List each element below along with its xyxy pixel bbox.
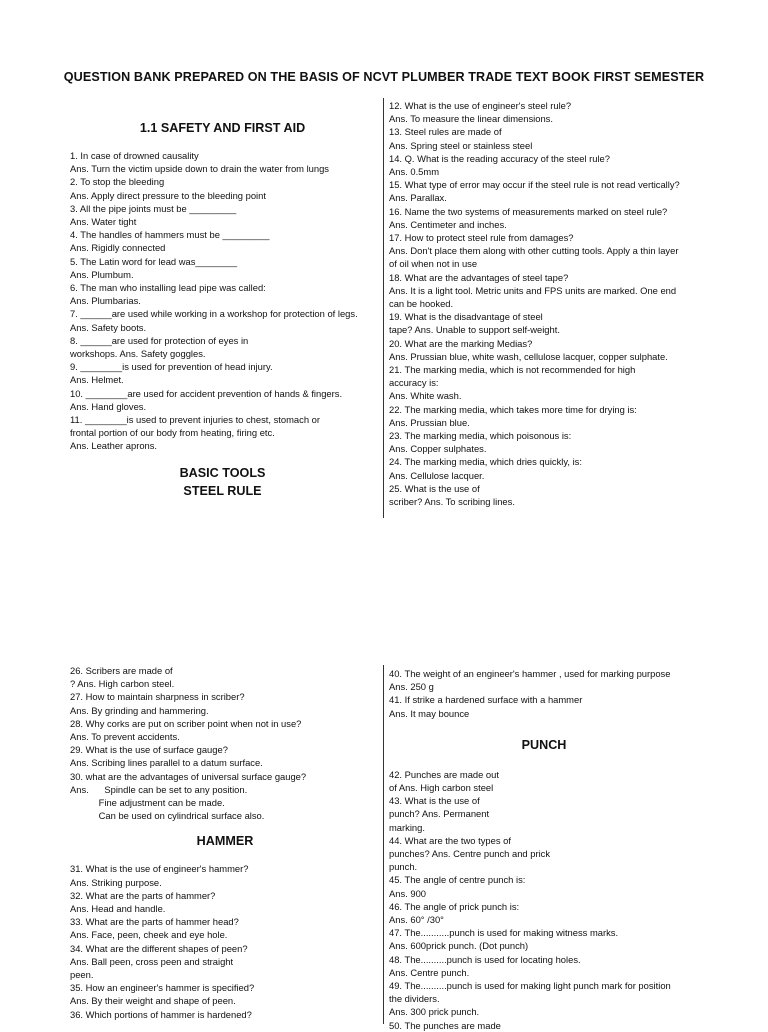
text-line: Ans. 300 prick punch.: [389, 1006, 480, 1018]
text-line: scriber? Ans. To scribing lines.: [389, 496, 515, 508]
text-line: Ans. It is a light tool. Metric units and FPS units are marked. One end: [389, 284, 677, 296]
safety-question-list: [70, 149, 375, 453]
text-line: 24. The marking media, which dries quickly, is:: [389, 456, 582, 468]
text-line: accuracy is:: [389, 377, 439, 389]
text-line: 19. What is the disadvantage of steel: [389, 311, 543, 323]
text-line: 32. What are the parts of hammer?: [70, 889, 216, 901]
text-line: Ans. Apply direct pressure to the bleeding point: [70, 189, 266, 201]
hammer-question-list: [70, 862, 375, 1020]
text-line: Ans. Leather aprons.: [70, 440, 158, 452]
section-heading-hammer: HAMMER: [196, 834, 254, 849]
text-line: 23. The marking media, which poisonous is:: [389, 430, 572, 442]
text-line: 30. what are the advantages of universal surface gauge?: [70, 770, 307, 782]
text-line: the dividers.: [389, 993, 440, 1005]
text-line: punch? Ans. Permanent: [389, 808, 490, 820]
text-line: Ans. 900: [389, 887, 427, 899]
hammer-weight-question-list: [389, 667, 764, 720]
text-line: peen.: [70, 969, 94, 981]
text-line: 8. ______are used for protection of eyes in: [70, 334, 249, 346]
text-line: Ans. Face, peen, cheek and eye hole.: [70, 929, 228, 941]
page-title: QUESTION BANK PREPARED ON THE BASIS OF NCVT PLUMBER TRADE TEXT BOOK FIRST SEMESTER: [63, 70, 705, 84]
text-line: Ans. White wash.: [389, 390, 462, 402]
text-line: 7. ______are used while working in a workshop for protection of legs.: [70, 308, 358, 320]
text-line: Ans. Striking purpose.: [70, 876, 162, 888]
text-line: 33. What are the parts of hammer head?: [70, 916, 239, 928]
text-line: Ans. Helmet.: [70, 374, 124, 386]
text-line: Ans. Prussian blue.: [389, 416, 470, 428]
text-line: 45. The angle of centre punch is:: [389, 874, 526, 886]
text-line: 29. What is the use of surface gauge?: [70, 744, 228, 756]
text-line: punch.: [389, 861, 418, 873]
text-line: 17. How to protect steel rule from damages?: [389, 232, 574, 244]
text-line: Ans. To prevent accidents.: [70, 731, 180, 743]
text-line: 14. Q. What is the reading accuracy of the steel rule?: [389, 152, 610, 164]
text-line: 49. The..........punch is used for making light punch mark for position: [389, 980, 671, 992]
text-line: 28. Why corks are put on scriber point when not in use?: [70, 717, 302, 729]
text-line: 1. In case of drowned causality: [70, 150, 199, 161]
text-line: 18. What are the advantages of steel tape?: [389, 271, 569, 283]
text-line: Fine adjustment can be made.: [70, 797, 225, 809]
text-line: Ans. 60° /30°: [389, 914, 444, 926]
text-line: 43. What is the use of: [389, 795, 480, 807]
text-line: Ans. Hand gloves.: [70, 400, 147, 412]
section-heading-steel-rule: STEEL RULE: [183, 483, 262, 498]
section-heading-safety: 1.1 SAFETY AND FIRST AID: [139, 121, 306, 135]
text-line: Ans. Spindle can be set to any position.: [70, 783, 248, 795]
text-line: Ans. 250 g: [389, 681, 434, 693]
text-line: 3. All the pipe joints must be _________: [70, 202, 237, 214]
text-line: 50. The punches are made: [389, 1019, 501, 1031]
text-line: 9. ________is used for prevention of head injury.: [70, 361, 273, 373]
text-line: workshops. Ans. Safety goggles.: [70, 348, 206, 360]
text-line: 25. What is the use of: [389, 482, 480, 494]
text-line: Ans. Scribing lines parallel to a datum surface.: [70, 757, 263, 769]
text-line: Ans. 0.5mm: [389, 166, 440, 178]
column-divider-bottom: [383, 665, 384, 1024]
text-line: 27. How to maintain sharpness in scriber?: [70, 691, 245, 703]
text-line: Ans. Ball peen, cross peen and straight: [70, 955, 234, 967]
text-line: 22. The marking media, which takes more time for drying is:: [389, 403, 637, 415]
text-line: Ans. Rigidly connected: [70, 242, 166, 254]
text-line: 16. Name the two systems of measurements marked on steel rule?: [389, 205, 668, 217]
text-line: 44. What are the two types of: [389, 834, 511, 846]
text-line: Ans. Turn the victim upside down to drain the water from lungs: [70, 163, 329, 175]
text-line: 20. What are the marking Medias?: [389, 337, 533, 349]
text-line: Ans. Plumbum.: [70, 268, 134, 280]
text-line: 42. Punches are made out: [389, 768, 499, 780]
text-line: 2. To stop the bleeding: [70, 176, 165, 188]
text-line: Ans. Copper sulphates.: [389, 443, 487, 455]
text-line: Ans. Parallax.: [389, 192, 447, 204]
text-line: 15. What type of error may occur if the steel rule is not read vertically?: [389, 179, 680, 191]
text-line: 13. Steel rules are made of: [389, 126, 502, 138]
text-line: 47. The...........punch is used for making witness marks.: [389, 927, 619, 939]
text-line: frontal portion of our body from heating, firing etc.: [70, 427, 275, 439]
top-left-column: [70, 119, 375, 500]
text-line: Ans. Centre punch.: [389, 966, 470, 978]
text-line: Ans. Head and handle.: [70, 903, 166, 915]
text-line: 4. The handles of hammers must be _________: [70, 229, 270, 241]
text-line: 46. The angle of prick punch is:: [389, 900, 520, 912]
text-line: 31. What is the use of engineer's hammer?: [70, 863, 249, 875]
text-line: Ans. By grinding and hammering.: [70, 704, 209, 716]
text-line: tape? Ans. Unable to support self-weight.: [389, 324, 560, 336]
text-line: Ans. Cellulose lacquer.: [389, 469, 485, 481]
text-line: can be hooked.: [389, 298, 454, 310]
text-line: Ans. It may bounce: [389, 707, 470, 719]
text-line: of Ans. High carbon steel: [389, 782, 494, 794]
steel-rule-question-list: [389, 99, 764, 508]
text-line: 5. The Latin word for lead was________: [70, 255, 238, 267]
text-line: 40. The weight of an engineer's hammer , used for marking purpose: [389, 668, 671, 679]
text-line: Ans. Plumbarias.: [70, 295, 141, 307]
text-line: Ans. To measure the linear dimensions.: [389, 113, 553, 125]
text-line: 6. The man who installing lead pipe was called:: [70, 282, 266, 294]
top-right-column: [389, 99, 764, 508]
text-line: Ans. Prussian blue, white wash, cellulose lacquer, copper sulphate.: [389, 350, 668, 362]
text-line: of oil when not in use: [389, 258, 478, 270]
text-line: 41. If strike a hardened surface with a hammer: [389, 694, 583, 706]
text-line: Can be used on cylindrical surface also.: [70, 810, 265, 822]
section-heading-punch: PUNCH: [521, 737, 567, 752]
text-line: 26. Scribers are made of: [70, 665, 173, 676]
text-line: Ans. By their weight and shape of peen.: [70, 995, 236, 1007]
section-heading-basic-tools: BASIC TOOLS: [179, 465, 266, 480]
text-line: Ans. Don't place them along with other cutting tools. Apply a thin layer: [389, 245, 679, 257]
text-line: 11. ________is used to prevent injuries to chest, stomach or: [70, 414, 320, 426]
text-line: Ans. 600prick punch. (Dot punch): [389, 940, 529, 952]
text-line: 21. The marking media, which is not recommended for high: [389, 364, 636, 376]
text-line: 36. Which portions of hammer is hardened?: [70, 1008, 252, 1020]
column-divider-top: [383, 98, 384, 518]
text-line: Ans. Safety boots.: [70, 321, 147, 333]
text-line: 34. What are the different shapes of peen?: [70, 942, 248, 954]
text-line: 12. What is the use of engineer's steel rule?: [389, 100, 572, 111]
text-line: 35. How an engineer's hammer is specified?: [70, 982, 255, 994]
bottom-right-column: [389, 667, 764, 1032]
text-line: punches? Ans. Centre punch and prick: [389, 848, 551, 860]
text-line: ? Ans. High carbon steel.: [70, 678, 175, 690]
text-line: 48. The..........punch is used for locating holes.: [389, 953, 581, 965]
text-line: marking.: [389, 821, 425, 833]
bottom-left-column: [70, 664, 375, 1021]
scriber-question-list: [70, 664, 375, 822]
punch-question-list: [389, 768, 764, 1032]
text-line: Ans. Spring steel or stainless steel: [389, 139, 533, 151]
text-line: 10. ________are used for accident prevention of hands & fingers.: [70, 387, 343, 399]
text-line: Ans. Water tight: [70, 216, 137, 228]
text-line: Ans. Centimeter and inches.: [389, 218, 507, 230]
